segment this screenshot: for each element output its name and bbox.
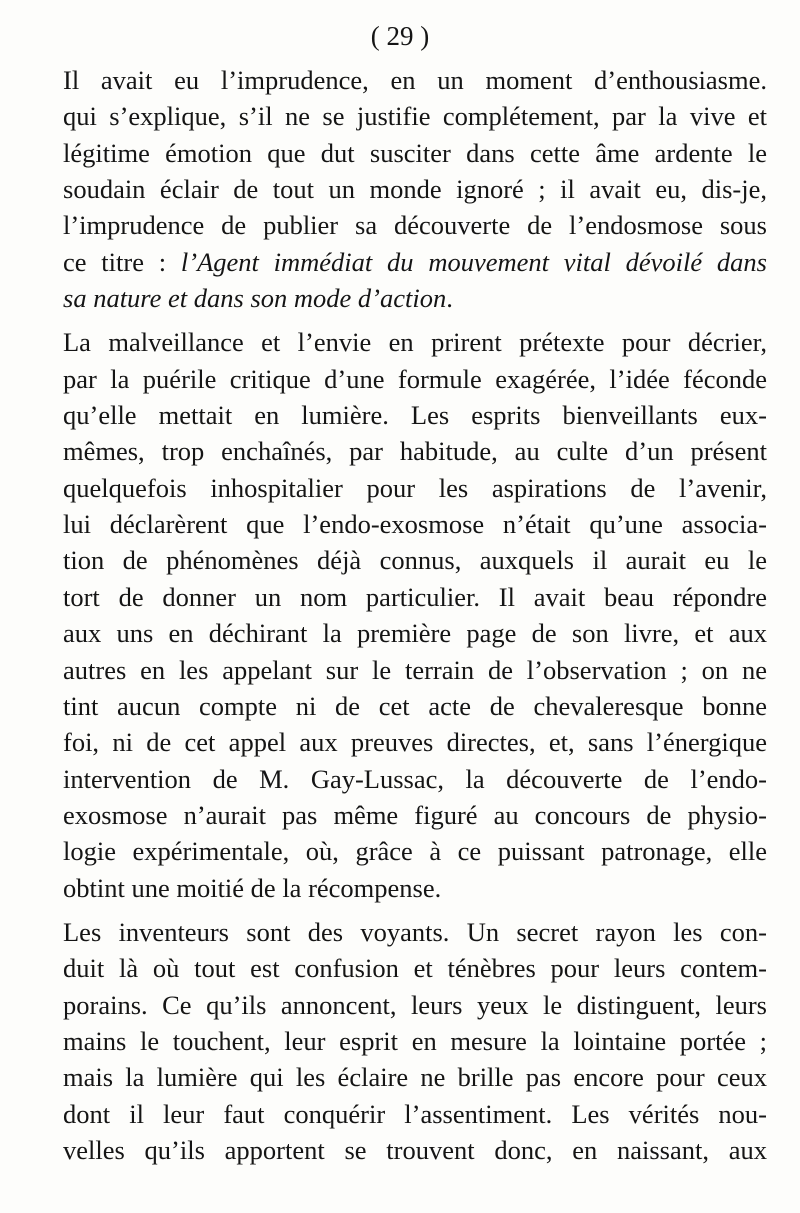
- text-line: La malveillance et l’envie en prirent prétexte pour décrier,: [63, 327, 767, 358]
- text-line: tion de phénomènes déjà connus, auxquels il aurait eu le: [63, 545, 767, 576]
- text-line: obtint une moitié de la récompense.: [63, 872, 442, 903]
- paragraph-gap: [63, 316, 767, 324]
- text-line: soudain éclair de tout un monde ignoré ; il avait eu, dis-je,: [63, 174, 767, 205]
- text-line: duit là où tout est confusion et ténèbres pour leurs contem-: [63, 953, 767, 984]
- text-line: [63, 244, 767, 280]
- text-span: .: [446, 283, 453, 314]
- text-line: lui déclarèrent que l’endo-exosmose n’était qu’une associa-: [63, 509, 767, 540]
- text-line: logie expérimentale, où, grâce à ce puissant patronage, elle: [63, 836, 767, 867]
- text-line: mais la lumière qui les éclaire ne brille pas encore pour ceux: [63, 1062, 767, 1093]
- text-line: autres en les appelant sur le terrain de l’observation ; on ne: [63, 654, 767, 685]
- text-line: dont il leur faut conquérir l’assentiment. Les vérités nou-: [63, 1098, 767, 1129]
- text-line: légitime émotion que dut susciter dans cette âme ardente le: [63, 137, 767, 168]
- text-line: aux uns en déchirant la première page de son livre, et aux: [63, 618, 767, 649]
- text-line: intervention de M. Gay-Lussac, la découverte de l’endo-: [63, 763, 767, 794]
- page-number: ( 29 ): [370, 21, 430, 51]
- text-line: qui s’explique, s’il ne se justifie complétement, par la vive et: [63, 101, 767, 132]
- paragraph-2: [63, 324, 767, 906]
- paragraph-3: [63, 914, 767, 1168]
- text-line: qu’elle mettait en lumière. Les esprits bienveillants eux-: [63, 400, 767, 431]
- paragraph-1: [63, 62, 767, 316]
- text-line: porains. Ce qu’ils annoncent, leurs yeux le distinguent, leurs: [63, 989, 767, 1020]
- text-line: exosmose n’aurait pas même figuré au concours de physio-: [63, 799, 767, 830]
- text-line: par la puérile critique d’une formule exagérée, l’idée féconde: [63, 363, 767, 394]
- text-line: mêmes, trop enchaînés, par habitude, au culte d’un présent: [63, 436, 767, 467]
- text-span: ce titre :: [63, 246, 181, 277]
- paragraph-gap: [63, 906, 767, 914]
- text-line: Il avait eu l’imprudence, en un moment d’enthousiasme.: [63, 65, 767, 95]
- text-line: tint aucun compte ni de cet acte de chevaleresque bonne: [63, 690, 767, 721]
- text-line: mains le touchent, leur esprit en mesure la lointaine portée ;: [63, 1025, 767, 1056]
- text-line: velles qu’ils apportent se trouvent donc, en naissant, aux: [63, 1134, 767, 1165]
- text-line: [63, 280, 767, 316]
- text-line: l’imprudence de publier sa découverte de l’endosmose sous: [63, 210, 767, 241]
- text-line: Les inventeurs sont des voyants. Un secret rayon les con-: [63, 916, 767, 947]
- italic-title-span: sa nature et dans son mode d’action: [63, 283, 447, 314]
- text-line: tort de donner un nom particulier. Il avait beau répondre: [63, 581, 767, 612]
- body-text: [63, 62, 767, 1168]
- text-line: foi, ni de cet appel aux preuves directes, et, sans l’énergique: [63, 727, 767, 758]
- italic-title-span: l’Agent immédiat du mouvement vital dévoilé dans: [180, 246, 767, 277]
- text-line: quelquefois inhospitalier pour les aspirations de l’avenir,: [63, 472, 767, 503]
